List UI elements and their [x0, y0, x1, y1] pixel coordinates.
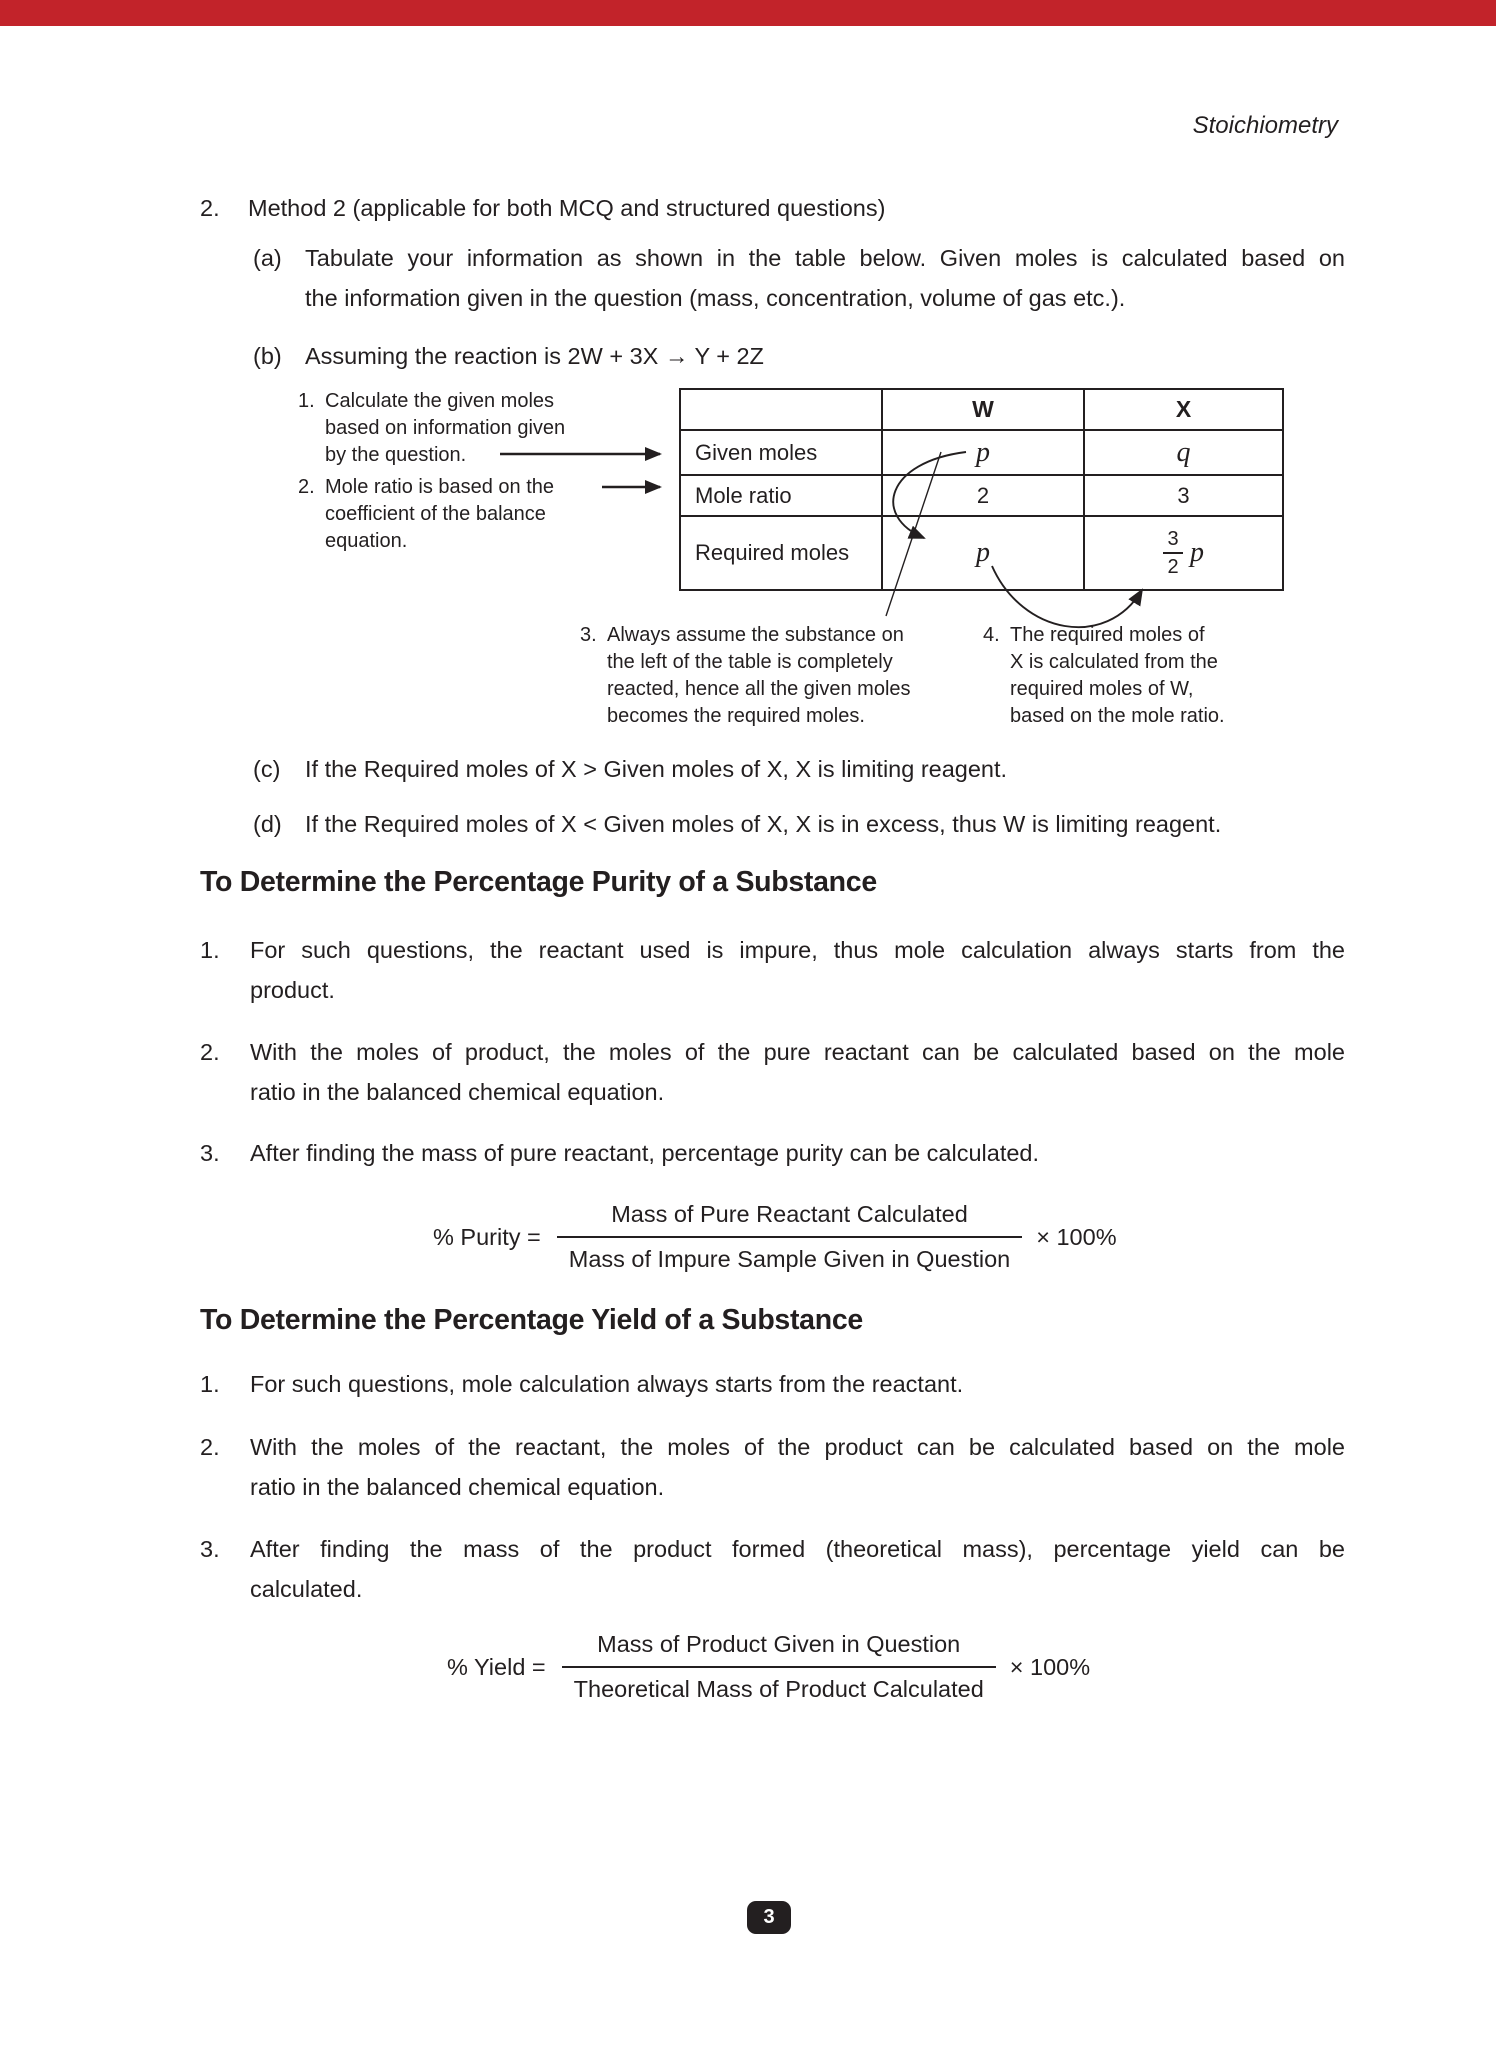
yield-item-3-number: 3. [200, 1536, 220, 1562]
yield-formula-fraction [562, 1631, 996, 1703]
yield-item-3-line-1: After finding the mass of the product formed (theoretical mass), percentage yield can be [250, 1536, 1345, 1562]
callout-3-number: 3. [580, 624, 597, 646]
purity-item-1-line-1: For such questions, the reactant used is impure, thus mole calculation always starts from the [250, 937, 1345, 963]
page-number-badge: 3 [747, 1901, 791, 1934]
item-d-text: If the Required moles of X < Given moles of X, X is in excess, thus W is limiting reagent. [305, 811, 1222, 837]
callout-3 [580, 622, 911, 730]
table-header-x: X [1085, 390, 1282, 431]
yield-section-heading: To Determine the Percentage Yield of a Substance [200, 1304, 863, 1336]
item-a-line-1: Tabulate your information as shown in the table below. Given moles is calculated based on [305, 245, 1345, 271]
purity-item-2-line-2: ratio in the balanced chemical equation. [250, 1079, 665, 1105]
callout-4-line-3: required moles of W, [1010, 678, 1194, 700]
yield-formula [447, 1631, 1090, 1703]
yield-item-2 [250, 1427, 1345, 1507]
callout-1-line-2: based on information given [325, 417, 566, 439]
cell-given-x: q [1085, 431, 1282, 476]
callout-2-number: 2. [298, 476, 315, 498]
required-x-fraction: $\frac{3}{2}$ [1163, 529, 1183, 577]
row-label-required-moles: Required moles [681, 517, 883, 589]
callout-2-line-1: Mole ratio is based on the [325, 476, 555, 498]
item-d-label: (d) [253, 811, 282, 837]
yield-item-1-number: 1. [200, 1371, 220, 1397]
purity-item-2 [250, 1032, 1345, 1112]
callout-1-line-1: Calculate the given moles [325, 390, 555, 412]
callout-3-line-1: Always assume the substance on [607, 624, 904, 646]
callout-4-line-4: based on the mole ratio. [1010, 705, 1225, 727]
purity-formula [433, 1201, 1117, 1273]
yield-item-1: For such questions, mole calculation always starts from the reactant. [250, 1371, 964, 1397]
fraction-bar [1163, 552, 1183, 554]
callout-2-line-3: equation. [325, 530, 408, 552]
moles-table [679, 388, 1284, 591]
callout-1-number: 1. [298, 390, 315, 412]
item-c-text: If the Required moles of X > Given moles of X, X is limiting reagent. [305, 756, 1008, 782]
purity-formula-fraction [557, 1201, 1022, 1273]
row-label-given-moles: Given moles [681, 431, 883, 476]
purity-item-2-line-1: With the moles of product, the moles of the pure reactant can be calculated based on the mole [250, 1039, 1345, 1065]
purity-item-3: After finding the mass of pure reactant, percentage purity can be calculated. [250, 1140, 1040, 1166]
yield-item-3-line-2: calculated. [250, 1576, 363, 1602]
item-a-paragraph [305, 238, 1345, 318]
purity-formula-multiplier: × 100% [1036, 1223, 1117, 1250]
cell-ratio-w: 2 [883, 476, 1085, 517]
yield-item-2-number: 2. [200, 1434, 220, 1460]
yield-formula-denominator: Theoretical Mass of Product Calculated [562, 1666, 996, 1703]
callout-4 [983, 622, 1225, 730]
yield-item-3 [250, 1529, 1345, 1609]
callout-3-line-4: becomes the required moles. [607, 705, 865, 727]
purity-item-1-number: 1. [200, 937, 220, 963]
cell-given-w: p [883, 431, 1085, 476]
yield-item-2-line-1: With the moles of the reactant, the moles of the product can be calculated based on the mole [250, 1434, 1345, 1460]
callout-4-line-2: X is calculated from the [1010, 651, 1218, 673]
method-title: Method 2 (applicable for both MCQ and structured questions) [248, 195, 886, 221]
row-label-mole-ratio: Mole ratio [681, 476, 883, 517]
cell-ratio-x: 3 [1085, 476, 1282, 517]
purity-section-heading: To Determine the Percentage Purity of a Substance [200, 866, 877, 898]
callout-2-line-2: coefficient of the balance [325, 503, 546, 525]
item-a-label: (a) [253, 245, 282, 271]
callout-1-line-3: by the question. [325, 444, 467, 466]
running-header: Stoichiometry [1192, 112, 1338, 139]
yield-formula-numerator: Mass of Product Given in Question [597, 1631, 961, 1657]
yield-item-2-line-2: ratio in the balanced chemical equation. [250, 1474, 665, 1500]
yield-formula-multiplier: × 100% [1009, 1653, 1091, 1680]
purity-formula-numerator: Mass of Pure Reactant Calculated [611, 1201, 968, 1227]
purity-item-2-number: 2. [200, 1039, 220, 1065]
table-corner-cell [681, 390, 883, 431]
callout-2 [298, 474, 554, 555]
top-red-bar [0, 0, 1496, 26]
cell-required-x: $\frac{3}{2}$ p [1085, 517, 1282, 589]
cell-required-w: p [883, 517, 1085, 589]
purity-formula-denominator: Mass of Impure Sample Given in Question [557, 1236, 1022, 1273]
method-number: 2. [200, 195, 220, 221]
callout-4-line-1: The required moles of [1010, 624, 1205, 646]
purity-item-1-line-2: product. [250, 977, 335, 1003]
callout-3-line-3: reacted, hence all the given moles [607, 678, 911, 700]
item-c-label: (c) [253, 756, 281, 782]
purity-formula-lhs: % Purity = [433, 1223, 541, 1250]
item-b-label: (b) [253, 343, 282, 369]
item-b-text: Assuming the reaction is 2W + 3X → Y + 2Z [305, 343, 764, 369]
table-header-w: W [883, 390, 1085, 431]
purity-item-3-number: 3. [200, 1140, 220, 1166]
callout-3-line-2: the left of the table is completely [607, 651, 893, 673]
callout-4-number: 4. [983, 624, 1000, 646]
item-a-line-2: the information given in the question (mass, concentration, volume of gas etc.). [305, 285, 1126, 311]
callout-1 [298, 388, 565, 469]
purity-item-1 [250, 930, 1345, 1010]
yield-formula-lhs: % Yield = [447, 1653, 546, 1680]
